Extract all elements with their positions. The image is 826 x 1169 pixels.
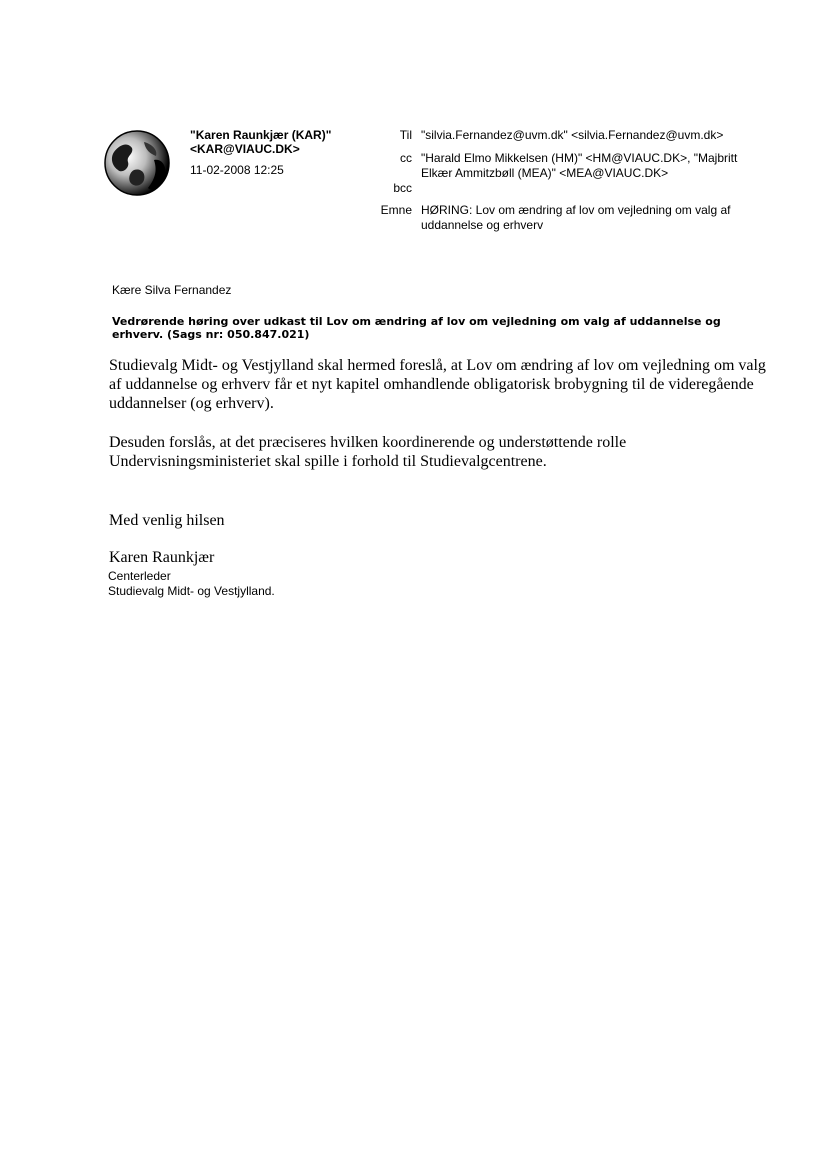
subject-label: Emne <box>380 203 412 217</box>
signature-role: Centerleder <box>108 569 171 583</box>
cc-label: cc <box>400 151 412 165</box>
paragraph-2: Desuden forslås, at det præciseres hvilken koordinerende og understøttende rolle Undervisningsministeriet skal spille i forhold til Studievalgcentrene. <box>109 434 627 470</box>
closing: Med venlig hilsen <box>109 512 225 529</box>
to-label: Til <box>399 128 412 142</box>
paragraph-1: Studievalg Midt- og Vestjylland skal hermed foreslå, at Lov om ændring af lov om vejledning om valg af uddannelse og erhverv får et nyt kapitel omhandlende obligatorisk brobygning til de videregående uddannelser (og erhverv). <box>109 357 766 412</box>
cc-value: "Harald Elmo Mikkelsen (HM)" <HM@VIAUC.DK>, "Majbritt Elkær Ammitzbøll (MEA)" <MEA@VIAUC.DK> <box>421 151 738 180</box>
sent-date: 11-02-2008 12:25 <box>190 163 284 177</box>
greeting: Kære Silva Fernandez <box>112 283 232 297</box>
globe-icon <box>104 130 170 196</box>
to-value: "silvia.Fernandez@uvm.dk" <silvia.Fernandez@uvm.dk> <box>421 128 724 142</box>
sender-name: "Karen Raunkjær (KAR)" <box>190 128 332 142</box>
signature-name: Karen Raunkjær <box>109 549 215 566</box>
body-subject-line: Vedrørende høring over udkast til Lov om ændring af lov om vejledning om valg af uddannelse og erhverv. (Sags nr: 050.847.021) <box>112 315 721 341</box>
sender-block <box>190 128 331 177</box>
avatar <box>104 130 170 196</box>
signature-organization: Studievalg Midt- og Vestjylland. <box>108 584 275 598</box>
bcc-label: bcc <box>393 181 412 195</box>
sender-email: <KAR@VIAUC.DK> <box>190 142 300 156</box>
subject-value: HØRING: Lov om ændring af lov om vejledning om valg af uddannelse og erhverv <box>421 203 731 232</box>
